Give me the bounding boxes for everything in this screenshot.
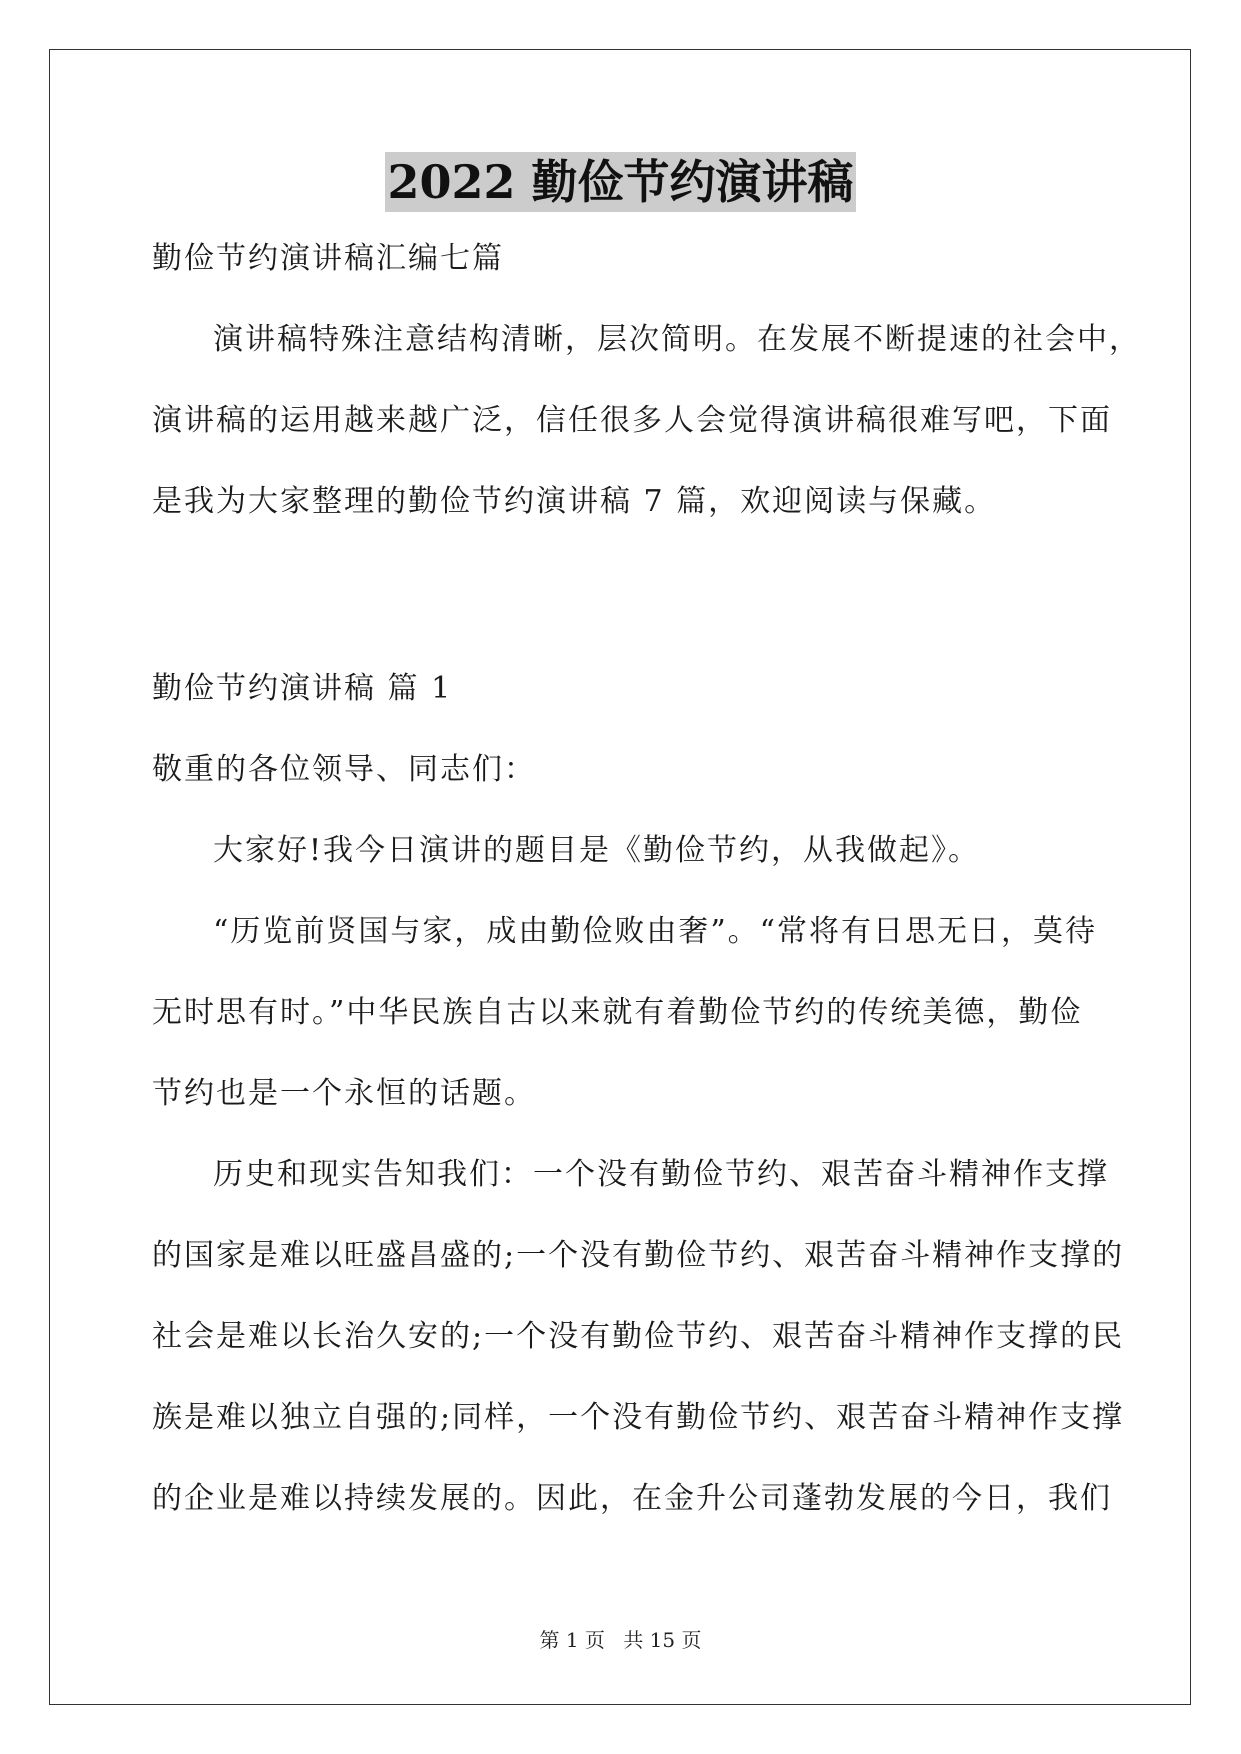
page-footer	[0, 1626, 1241, 1654]
paragraph-2-line-2: 无时思有时。”中华民族自古以来就有着勤俭节约的传统美德，勤俭	[152, 995, 1083, 1030]
intro-line-1: 演讲稿特殊注意结构清晰，层次简明。在发展不断提速的社会中，	[213, 322, 1141, 357]
salutation: 敬重的各位领导、同志们：	[152, 752, 536, 787]
page-total: 共 15 页	[623, 1628, 702, 1652]
paragraph-3-line-4: 族是难以独立自强的;同样，一个没有勤俭节约、艰苦奋斗精神作支撑	[152, 1400, 1125, 1435]
intro-line-2: 演讲稿的运用越来越广泛，信任很多人会觉得演讲稿很难写吧，下面	[152, 403, 1112, 438]
document-title: 2022 勤俭节约演讲稿	[385, 152, 855, 212]
paragraph-3-line-2: 的国家是难以旺盛昌盛的;一个没有勤俭节约、艰苦奋斗精神作支撑的	[152, 1238, 1125, 1273]
paragraph-1: 大家好!我今日演讲的题目是《勤俭节约，从我做起》。	[213, 833, 981, 868]
paragraph-2-line-3: 节约也是一个永恒的话题。	[152, 1076, 536, 1111]
page-number: 第 1 页	[539, 1628, 605, 1652]
page-border	[49, 49, 1191, 1705]
paragraph-3-line-1: 历史和现实告知我们：一个没有勤俭节约、艰苦奋斗精神作支撑	[213, 1157, 1109, 1192]
intro-line-3: 是我为大家整理的勤俭节约演讲稿 7 篇，欢迎阅读与保藏。	[152, 484, 997, 519]
document-subtitle: 勤俭节约演讲稿汇编七篇	[152, 241, 504, 276]
section-heading: 勤俭节约演讲稿 篇 1	[152, 671, 453, 706]
paragraph-2-line-1: “历览前贤国与家，成由勤俭败由奢”。“常将有日思无日，莫待	[213, 914, 1098, 949]
paragraph-3-line-3: 社会是难以长治久安的;一个没有勤俭节约、艰苦奋斗精神作支撑的民	[152, 1319, 1125, 1354]
paragraph-3-line-5: 的企业是难以持续发展的。因此，在金升公司蓬勃发展的今日，我们	[152, 1481, 1112, 1516]
title-container	[0, 152, 1241, 212]
